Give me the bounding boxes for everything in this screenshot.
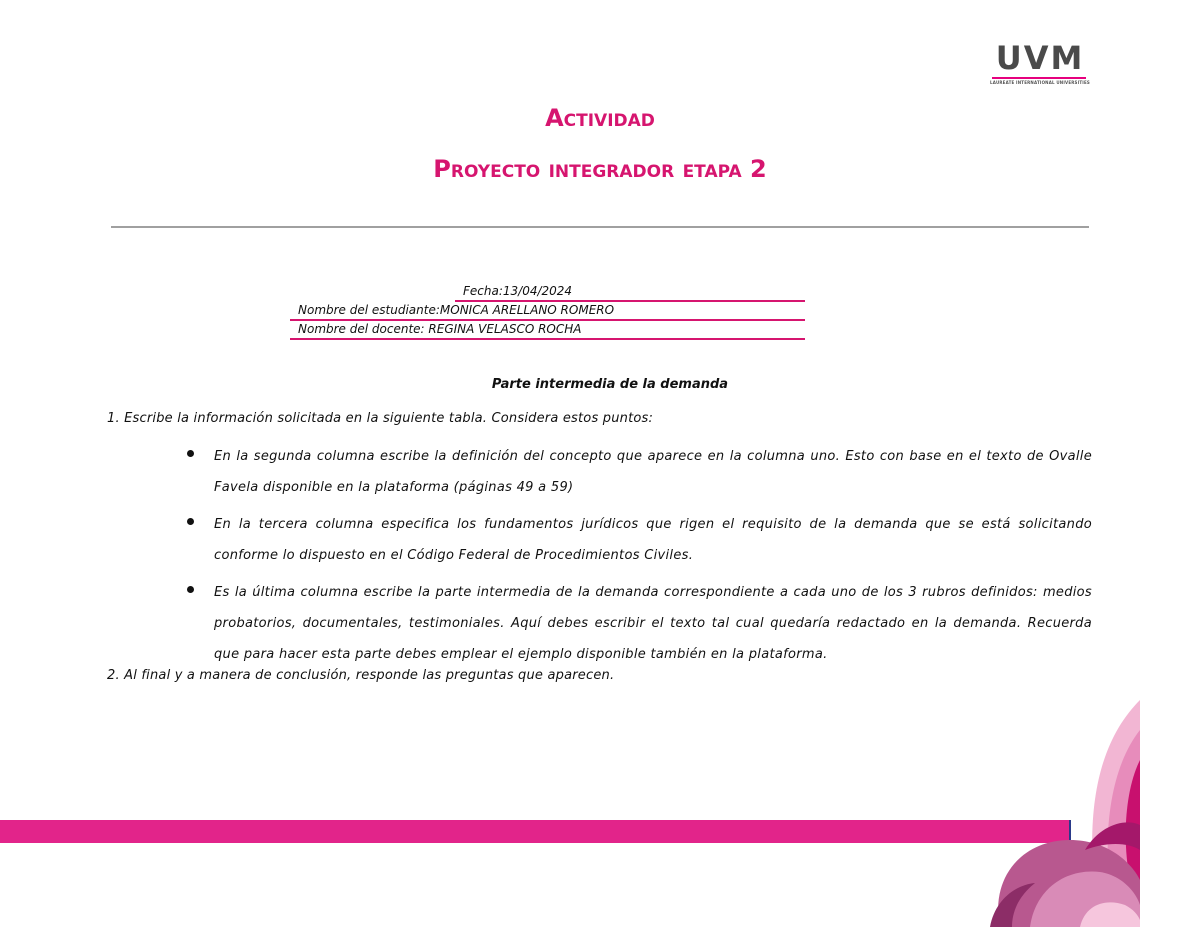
bullet-item [185, 509, 1092, 571]
document-subtitle: Proyecto integrador etapa 2 [433, 155, 767, 183]
student-name-text: Nombre del estudiante:MONICA ARELLANO ROMERO [298, 303, 615, 317]
date-field-text: Fecha:13/04/2024 [463, 284, 573, 298]
bullet-item [185, 577, 1092, 670]
logo-tagline: LAUREATE INTERNATIONAL UNIVERSITIES [990, 80, 1090, 85]
footer-bar [0, 820, 1071, 843]
date-field [290, 283, 805, 302]
bullet-text: Es la última columna escribe la parte intermedia de la demanda correspondiente a cada uno de los 3 rubros definidos: medios probatorios, documentales, testimoniales. Aquí debes escribir el texto tal cual quedaría redactado en la demanda. Recuerda que para hacer esta parte debes emplear el ejemplo disponible también en la plataforma. [214, 585, 1092, 662]
bullet-item [185, 441, 1092, 503]
uvm-logo [990, 38, 1090, 88]
instruction-item-2: 2. Al final y a manera de conclusión, responde las preguntas que aparecen. [107, 668, 615, 683]
bullet-dot-icon [187, 518, 194, 525]
bullet-dot-icon [187, 450, 194, 457]
teacher-name-underline [290, 338, 805, 340]
bullet-dot-icon [187, 586, 194, 593]
header-fields [290, 283, 805, 340]
teacher-name-field [290, 321, 805, 340]
instruction-item-1: 1. Escribe la información solicitada en la siguiente tabla. Considera estos puntos: [107, 411, 654, 426]
document-title: Actividad [545, 104, 655, 132]
logo-underline [992, 77, 1086, 79]
section-heading: Parte intermedia de la demanda [491, 377, 729, 392]
decorative-swirl-graphic [990, 700, 1140, 927]
teacher-name-text: Nombre del docente: REGINA VELASCO ROCHA [298, 322, 582, 336]
logo-wordmark: UVM [995, 39, 1085, 77]
bullet-text: En la segunda columna escribe la definición del concepto que aparece en la columna uno. Esto con base en el texto de Ovalle Favela disponible en la plataforma (páginas 49 a 59) [214, 449, 1092, 495]
student-name-field [290, 302, 805, 321]
instruction-bullet-list [185, 441, 1092, 676]
bullet-text: En la tercera columna especifica los fundamentos jurídicos que rigen el requisito de la demanda que se está solicitando conforme lo dispuesto en el Código Federal de Procedimientos Civiles. [214, 517, 1092, 563]
header-divider [111, 226, 1089, 228]
